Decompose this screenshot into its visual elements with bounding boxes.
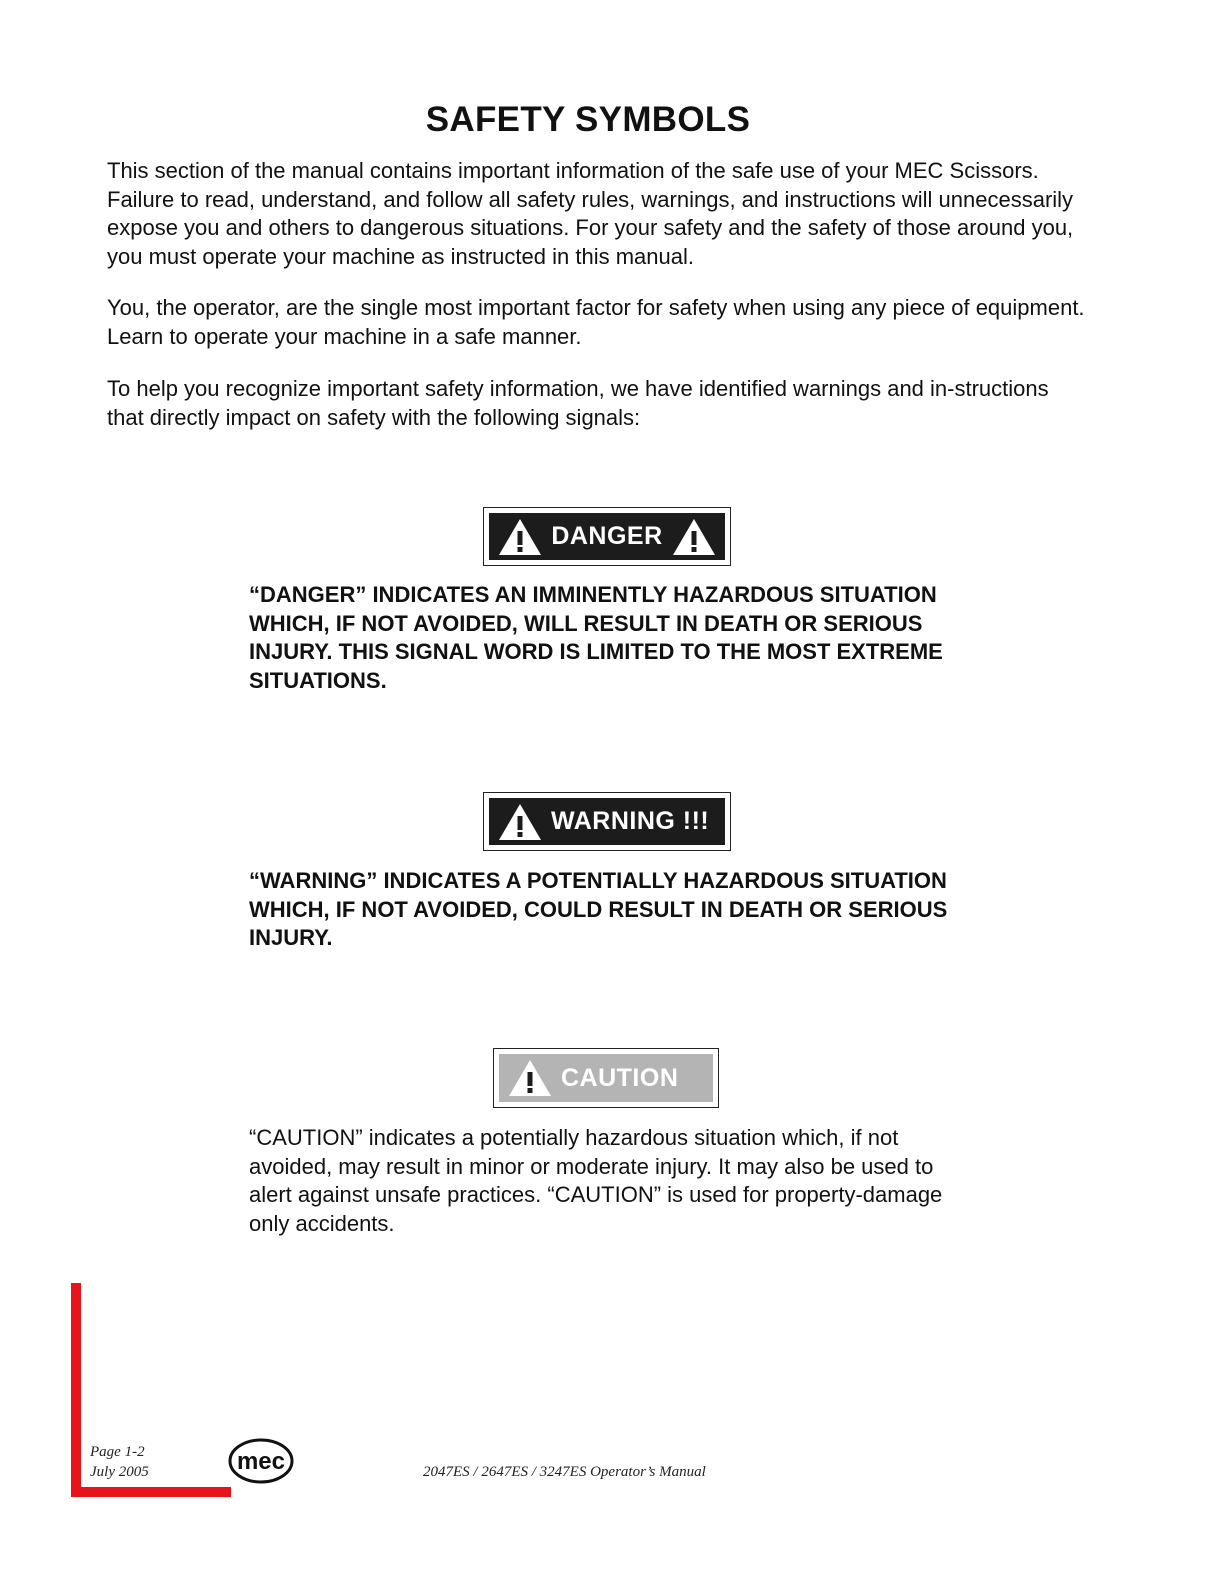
exclamation-triangle-icon bbox=[497, 802, 543, 842]
intro-paragraph-3: To help you recognize important safety information, we have identified warnings and in-structions that directly impact on safety with the following signals: bbox=[107, 376, 1049, 430]
caution-sign-body bbox=[499, 1054, 713, 1102]
exclamation-triangle-icon bbox=[507, 1058, 553, 1098]
danger-sign bbox=[483, 507, 731, 566]
warning-sign bbox=[483, 792, 731, 851]
warning-sign-body bbox=[489, 798, 725, 845]
warning-description: “WARNING” INDICATES A POTENTIALLY HAZARDOUS SITUATION WHICH, IF NOT AVOIDED, COULD RESULT IN DEATH OR SERIOUS INJURY. bbox=[249, 868, 948, 950]
caution-sign bbox=[493, 1048, 719, 1108]
intro-paragraph-2: You, the operator, are the single most important factor for safety when using any piece of equipment. Learn to operate your machine in a safe manner. bbox=[107, 295, 1085, 349]
manual-title: 2047ES / 2647ES / 3247ES Operator’s Manual bbox=[423, 1464, 706, 1480]
exclamation-triangle-icon bbox=[671, 517, 717, 557]
caution-description: “CAUTION” indicates a potentially hazardous situation which, if not avoided, may result in minor or moderate injury. It may also be used to alert against unsafe practices. “CAUTION” is used for property-damage only accidents. bbox=[249, 1125, 943, 1236]
danger-description: “DANGER” INDICATES AN IMMINENTLY HAZARDOUS SITUATION WHICH, IF NOT AVOIDED, WILL RESULT IN DEATH OR SERIOUS INJURY. THIS SIGNAL WORD IS LIMITED TO THE MOST EXTREME SITUATIONS. bbox=[249, 582, 943, 693]
red-corner-bar-horizontal bbox=[71, 1487, 231, 1497]
page-number: Page 1-2 bbox=[90, 1444, 145, 1460]
exclamation-triangle-icon bbox=[497, 517, 543, 557]
mec-logo bbox=[228, 1437, 294, 1485]
svg-text:mec: mec bbox=[236, 1448, 286, 1475]
intro-paragraph-1: This section of the manual contains important information of the safe use of your MEC Scissors. Failure to read, understand, and follow all safety rules, warnings, and instructions will unnecessarily expose you and others to dangerous situations. For your safety and the safety of those around you, you must operate your machine as instructed in this manual. bbox=[107, 158, 1074, 269]
caution-label: CAUTION bbox=[561, 1063, 679, 1092]
danger-sign-body bbox=[489, 513, 725, 560]
page-date: July 2005 bbox=[90, 1464, 149, 1480]
danger-label: DANGER bbox=[551, 522, 663, 550]
warning-label: WARNING !!! bbox=[551, 807, 710, 835]
page-title: SAFETY SYMBOLS bbox=[425, 100, 751, 139]
red-corner-bar-vertical bbox=[71, 1283, 81, 1497]
